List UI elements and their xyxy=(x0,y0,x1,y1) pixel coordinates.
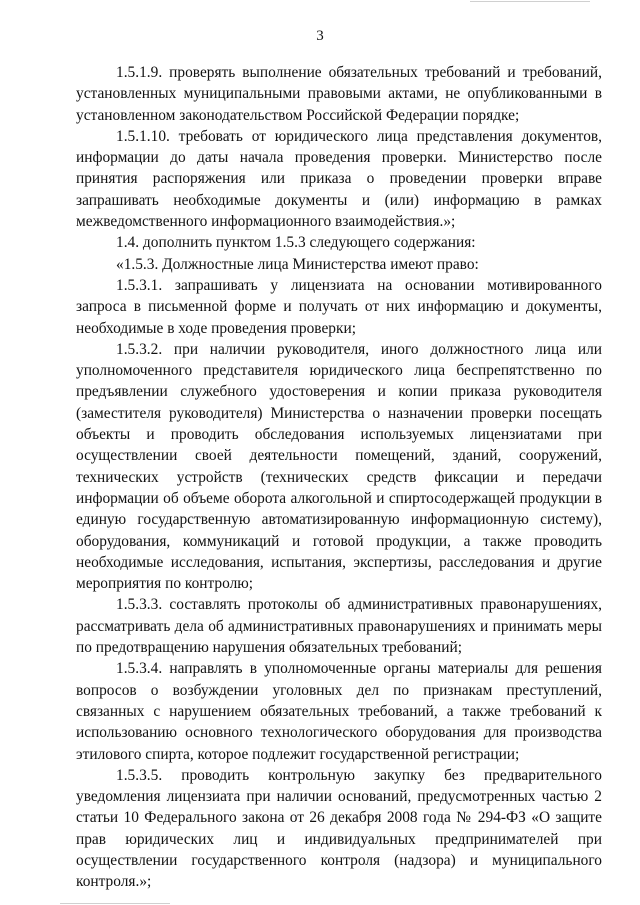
paragraph-1-5-1-9: 1.5.1.9. проверять выполнение обязательных требований и требований, установленных муниципальными правовыми актами, не опубликованными в установленном законодательством Российской Федерации порядке; xyxy=(76,64,602,124)
paragraph-1-5-3: «1.5.3. Должностные лица Министерства имеют право: xyxy=(116,255,479,273)
document-body xyxy=(76,62,602,893)
paragraph-1-5-3-2: 1.5.3.2. при наличии руководителя, иного должностного лица или уполномоченного представителя юридического лица беспрепятственно по предъявлении служебного удостоверения и копии приказа руководителя (заместителя руководителя) Министерства о назначении проверки посещать объекты и проводить обследования используемых лицензиатами при осуществлении своей деятельности помещений, зданий, сооружений, технических устройств (технических средств фиксации и передачи информации об объеме оборота алкогольной и спиртосодержащей продукции в единую государственную автоматизированную информационную систему), оборудования, коммуникаций и готовой продукции, а также проводить необходимые исследования, испытания, экспертизы, расследования и другие мероприятия по контролю; xyxy=(76,340,602,593)
paragraph-1-5-1-10: 1.5.1.10. требовать от юридического лица представления документов, информации до даты начала проведения проверки. Министерство после принятия распоряжения или приказа о проведении проверки вправе запрашивать необходимые документы и (или) информацию в рамках межведомственного информационного взаимодействия.»; xyxy=(76,127,602,231)
scan-edge-mark xyxy=(470,1,590,2)
paragraph-1-5-3-3: 1.5.3.3. составлять протоколы об административных правонарушениях, рассматривать дела об административных правонарушениях и принимать меры по предотвращению нарушения обязательных требований; xyxy=(76,596,602,657)
paragraph-1-5-3-1: 1.5.3.1. запрашивать у лицензиата на основании мотивированного запроса в письменной форме и получать от них информацию и документы, необходимые в ходе проведения проверки; xyxy=(76,276,602,337)
paragraph-1-5-3-4: 1.5.3.4. направлять в уполномоченные органы материалы для решения вопросов о возбуждении уголовных дел по признакам преступлений, связанных с нарушением обязательных требований, а также требований к использованию основного технологического оборудования для производства этилового спирта, которое подлежит государственной регистрации; xyxy=(76,660,602,763)
page-number: 3 xyxy=(316,28,324,44)
paragraph-1-4: 1.4. дополнить пунктом 1.5.3 следующего содержания: xyxy=(116,234,476,252)
scan-edge-mark xyxy=(60,903,170,904)
paragraph-1-5-3-5: 1.5.3.5. проводить контрольную закупку без предварительного уведомления лицензиата при наличии оснований, предусмотренных частью 2 статьи 10 Федерального закона от 26 декабря 2008 года № 294-ФЗ «О защите прав юридических лиц и индивидуальных предпринимателей при осуществлении государственного контроля (надзора) и муниципального контроля.»; xyxy=(76,766,602,891)
